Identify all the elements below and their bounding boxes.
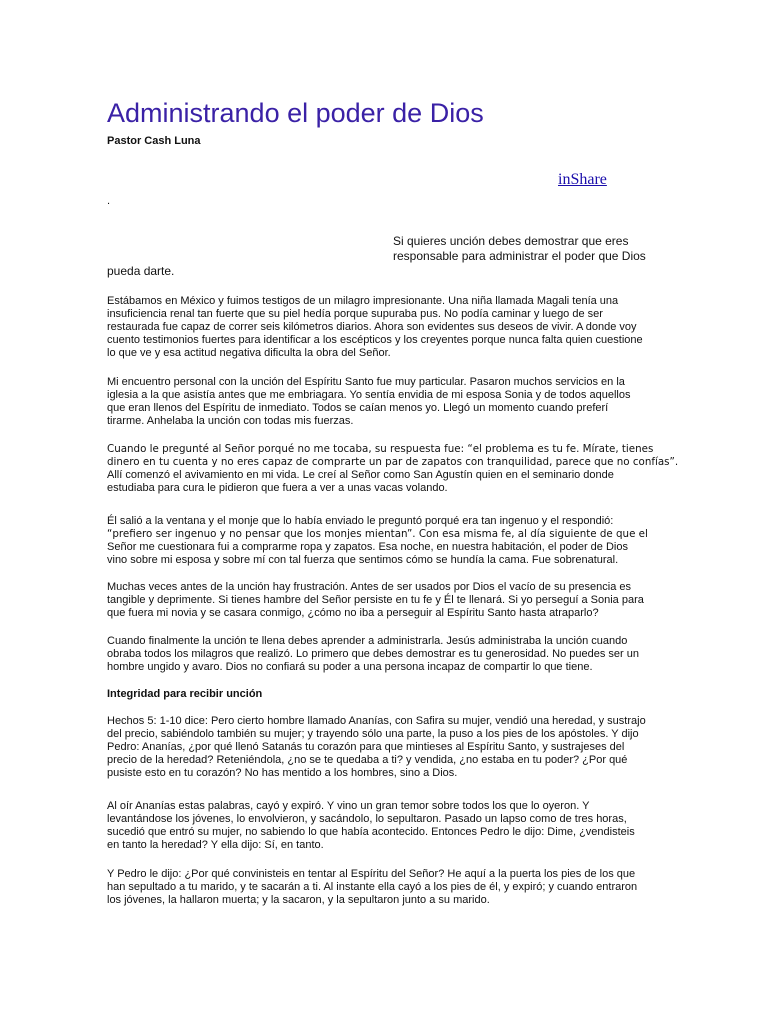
paragraph-line: que fuera mi novia y se casara conmigo, ¿cómo no iba a perseguir al Espíritu Santo hasta atraparlo? bbox=[107, 607, 599, 620]
paragraph bbox=[107, 376, 663, 428]
paragraph-line: Mi encuentro personal con la unción del Espíritu Santo fue muy particular. Pasaron muchos servicios en la bbox=[107, 376, 625, 388]
inshare-link[interactable]: inShare bbox=[558, 171, 607, 188]
pull-quote-line-3: pueda darte. bbox=[107, 264, 175, 278]
paragraph-line: hombre ungido y avaro. Dios no confiará su poder a una persona incapaz de compartir lo que tiene. bbox=[107, 661, 593, 674]
paragraph-line: tangible y deprimente. Si tienes hambre del Señor persiste en tu fe y Él te llenará. Si yo perseguí a Sonia para bbox=[107, 594, 644, 607]
paragraph bbox=[107, 635, 663, 674]
paragraph-line: Él salió a la ventana y el monje que lo había enviado le preguntó porqué era tan ingenuo y el respondió: bbox=[107, 515, 614, 527]
paragraph-line: lo que ve y esa actitud negativa dificulta la obra del Señor. bbox=[107, 347, 391, 360]
paragraph-line: dinero en tu cuenta y no eres capaz de comprarte un par de zapatos con tranquilidad, parece que no confías”. bbox=[107, 456, 679, 469]
paragraph bbox=[107, 868, 663, 907]
paragraph-line: sucedió que entró su mujer, no sabiendo lo que había acontecido. Entonces Pedro le dijo: Dime, ¿vendisteis bbox=[107, 826, 635, 839]
pull-quote-line-1: Si quieres unción debes demostrar que eres bbox=[393, 234, 629, 248]
dot-separator: . bbox=[107, 195, 111, 207]
paragraph-line: cuento testimonios fuertes para identificar a los escépticos y los creyentes porque nunca falta quien cuestione bbox=[107, 334, 643, 347]
section-heading: Integridad para recibir unción bbox=[107, 688, 263, 700]
paragraph-line: pusiste esto en tu corazón? No has mentido a los hombres, sino a Dios. bbox=[107, 767, 458, 780]
paragraph bbox=[107, 295, 663, 360]
paragraph bbox=[107, 581, 663, 620]
paragraph-line: Estábamos en México y fuimos testigos de un milagro impresionante. Una niña llamada Magali tenía una bbox=[107, 295, 619, 307]
paragraph-line: Cuando finalmente la unción te llena debes aprender a administrarla. Jesús administraba la unción cuando bbox=[107, 635, 628, 647]
paragraph-line: tirarme. Anhelaba la unción con todas mis fuerzas. bbox=[107, 415, 354, 428]
author-name: Pastor Cash Luna bbox=[107, 135, 201, 147]
paragraph-line: levantándose los jóvenes, lo envolvieron, y sacándolo, lo sepultaron. Pasado un lapso como de tres horas, bbox=[107, 813, 627, 826]
pull-quote-line-2: responsable para administrar el poder que Dios bbox=[393, 249, 646, 263]
paragraph bbox=[107, 515, 663, 567]
paragraph-line: “prefiero ser ingenuo y no pensar que los monjes mientan”. Con esa misma fe, al día siguiente de que el bbox=[107, 528, 648, 541]
paragraph-line: Cuando le pregunté al Señor porqué no me tocaba, su respuesta fue: “el problema es tu fe. Mírate, tienes bbox=[107, 443, 654, 455]
paragraph-line: del precio, sabiéndolo también su mujer; y trayendo sólo una parte, la puso a los pies de los apóstoles. Y dijo bbox=[107, 728, 639, 741]
paragraph-line: Al oír Ananías estas palabras, cayó y expiró. Y vino un gran temor sobre todos los que lo oyeron. Y bbox=[107, 800, 590, 812]
page-title: Administrando el poder de Dios bbox=[107, 98, 484, 128]
paragraph-line: Allí comenzó el avivamiento en mi vida. Le creí al Señor como San Agustín quien en el seminario donde bbox=[107, 469, 614, 482]
paragraph-line: restaurada fue capaz de correr seis kilómetros diarios. Ahora son evidentes sus deseos de vivir. A donde voy bbox=[107, 321, 637, 334]
paragraph bbox=[107, 800, 663, 852]
paragraph-line: Pedro: Ananías, ¿por qué llenó Satanás tu corazón para que mintieses al Espíritu Santo, y sustrajeses del bbox=[107, 741, 625, 754]
paragraph-line: Hechos 5: 1-10 dice: Pero cierto hombre llamado Ananías, con Safira su mujer, vendió una heredad, y sustrajo bbox=[107, 715, 646, 727]
paragraph-line: Muchas veces antes de la unción hay frustración. Antes de ser usados por Dios el vacío de su presencia es bbox=[107, 581, 632, 593]
paragraph-line: han sepultado a tu marido, y te sacarán a ti. Al instante ella cayó a los pies de él, y expiró; y cuando entraron bbox=[107, 881, 638, 894]
paragraph-line: obraba todos los milagros que realizó. Lo primero que debes demostrar es tu generosidad. No puedes ser un bbox=[107, 648, 639, 661]
paragraph-line: insuficiencia renal tan fuerte que su piel hedía porque supuraba pus. No podía caminar y luego de ser bbox=[107, 308, 603, 321]
paragraph-line: Y Pedro le dijo: ¿Por qué convinisteis en tentar al Espíritu del Señor? He aquí a la puerta los pies de los que bbox=[107, 868, 636, 880]
paragraph-line: iglesia a la que asistía antes que me embriagara. Yo sentía envidia de mi esposa Sonia y de todos aquellos bbox=[107, 389, 631, 402]
paragraph-line: que eran llenos del Espíritu de inmediato. Todos se caían menos yo. Llegó un momento cuando preferí bbox=[107, 402, 609, 415]
paragraph-line: vino sobre mi esposa y sobre mí con tal fuerza que sentimos cómo se hundía la cama. Fue sobrenatural. bbox=[107, 554, 619, 567]
paragraph-line: Señor me cuestionara fui a comprarme ropa y zapatos. Esa noche, en nuestra habitación, el poder de Dios bbox=[107, 541, 628, 554]
paragraph bbox=[107, 443, 679, 495]
paragraph-line: precio de la heredad? Reteniéndola, ¿no se te quedaba a ti? y vendida, ¿no estaba en tu poder? ¿Por qué bbox=[107, 754, 628, 767]
paragraph-line: en tanto la heredad? Y ella dijo: Sí, en tanto. bbox=[107, 839, 324, 852]
paragraph-line: los jóvenes, la hallaron muerta; y la sacaron, y la sepultaron junto a su marido. bbox=[107, 894, 490, 907]
paragraph-line: estudiaba para cura le pidieron que fuera a ver a unas vacas volando. bbox=[107, 482, 448, 495]
paragraph bbox=[107, 715, 663, 780]
